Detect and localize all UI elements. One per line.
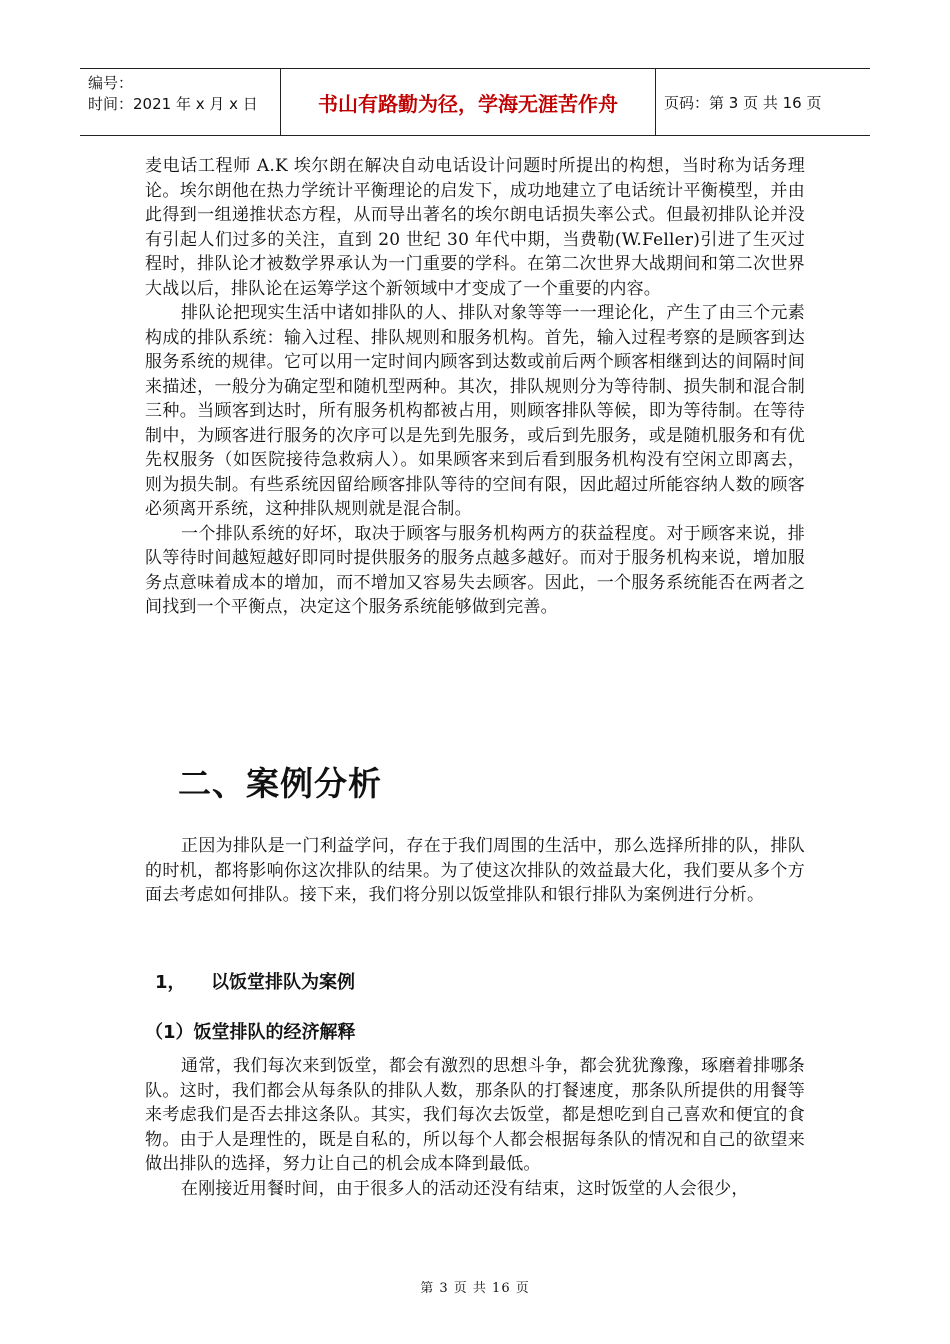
intro-section xyxy=(145,154,805,620)
intro-paragraph: 麦电话工程师 A.K 埃尔朗在解决自动电话设计问题时所提出的构想，当时称为话务理论。埃尔朗他在热力学统计平衡理论的启发下，成功地建立了电话统计平衡模型，并由此得到一组递推状态方程，从而导出著名的埃尔朗电话损失率公式。但最初排队论并没有引起人们过多的关注，直到 20 世纪 30 年代中期，当费勒(W.Feller)引进了生灭过程时，排队论才被数学界承认为一门重要的学科。在第二次世界大战期间和第二次世界大战以后，排队论在运筹学这个新领域中才变成了一个重要的内容。 xyxy=(145,156,805,299)
document-number-label: 编号： xyxy=(88,74,134,92)
body-paragraph: 通常，我们每次来到饭堂，都会有激烈的思想斗争，都会犹犹豫豫，琢磨着排哪条队。这时，我们都会从每条队的排队人数，那条队的打餐速度，那条队所提供的用餐等来考虑我们是否去排这条队。其实，我们每次去饭堂，都是想吃到自己喜欢和便宜的食物。由于人是理性的，既是自私的，所以每个人都会根据每条队的情况和自己的欲望来做出排队的选择，努力让自己的机会成本降到最低。 xyxy=(145,1056,805,1174)
header-motto: 书山有路勤为径，学海无涯苦作舟 xyxy=(281,69,656,135)
subsubsection-heading: （1）饭堂排队的经济解释 xyxy=(145,1022,356,1043)
section-paragraph: 正因为排队是一门利益学问，存在于我们周围的生活中，那么选择所排的队，排队的时机，都将影响你这次排队的结果。为了使这次排队的效益最大化，我们要从多个方面去考虑如何排队。接下来，我们将分别以饭堂排队和银行排队为案例进行分析。 xyxy=(145,836,805,905)
subsection-number: 1， xyxy=(155,972,186,993)
subsection-heading xyxy=(155,968,355,994)
header-meta xyxy=(80,69,281,135)
header-page-info: 页码：第 3 页 共 16 页 xyxy=(664,93,822,112)
section-heading: 二、案例分析 xyxy=(178,764,382,803)
case-analysis-section xyxy=(145,834,805,908)
body-paragraph: 在刚接近用餐时间，由于很多人的活动还没有结束，这时饭堂的人会很少， xyxy=(181,1178,749,1199)
page-header xyxy=(80,68,870,136)
document-date: 时间：2021 年 x 月 x 日 xyxy=(88,95,258,113)
canteen-section xyxy=(145,1054,805,1201)
page-footer: 第 3 页 共 16 页 xyxy=(420,1281,530,1296)
intro-paragraph: 排队论把现实生活中诸如排队的人、排队对象等等一一理论化，产生了由三个元素构成的排队系统：输入过程、排队规则和服务机构。首先，输入过程考察的是顾客到达服务系统的规律。它可以用一定时间内顾客到达数或前后两个顾客相继到达的间隔时间来描述，一般分为确定型和随机型两种。其次，排队规则分为等待制、损失制和混合制三种。当顾客到达时，所有服务机构都被占用，则顾客排队等候，即为等待制。在等待制中，为顾客进行服务的次序可以是先到先服务，或后到先服务，或是随机服务和有优先权服务（如医院接待急救病人）。如果顾客来到后看到服务机构没有空闲立即离去，则为损失制。有些系统因留给顾客排队等待的空间有限，因此超过所能容纳人数的顾客必须离开系统，这种排队规则就是混合制。 xyxy=(145,303,805,519)
intro-paragraph: 一个排队系统的好坏，取决于顾客与服务机构两方的获益程度。对于顾客来说，排队等待时间越短越好即同时提供服务的服务点越多越好。而对于服务机构来说，增加服务点意味着成本的增加，而不增加又容易失去顾客。因此，一个服务系统能否在两者之间找到一个平衡点，决定这个服务系统能够做到完善。 xyxy=(145,523,805,617)
subsection-title: 以饭堂排队为案例 xyxy=(211,972,355,993)
